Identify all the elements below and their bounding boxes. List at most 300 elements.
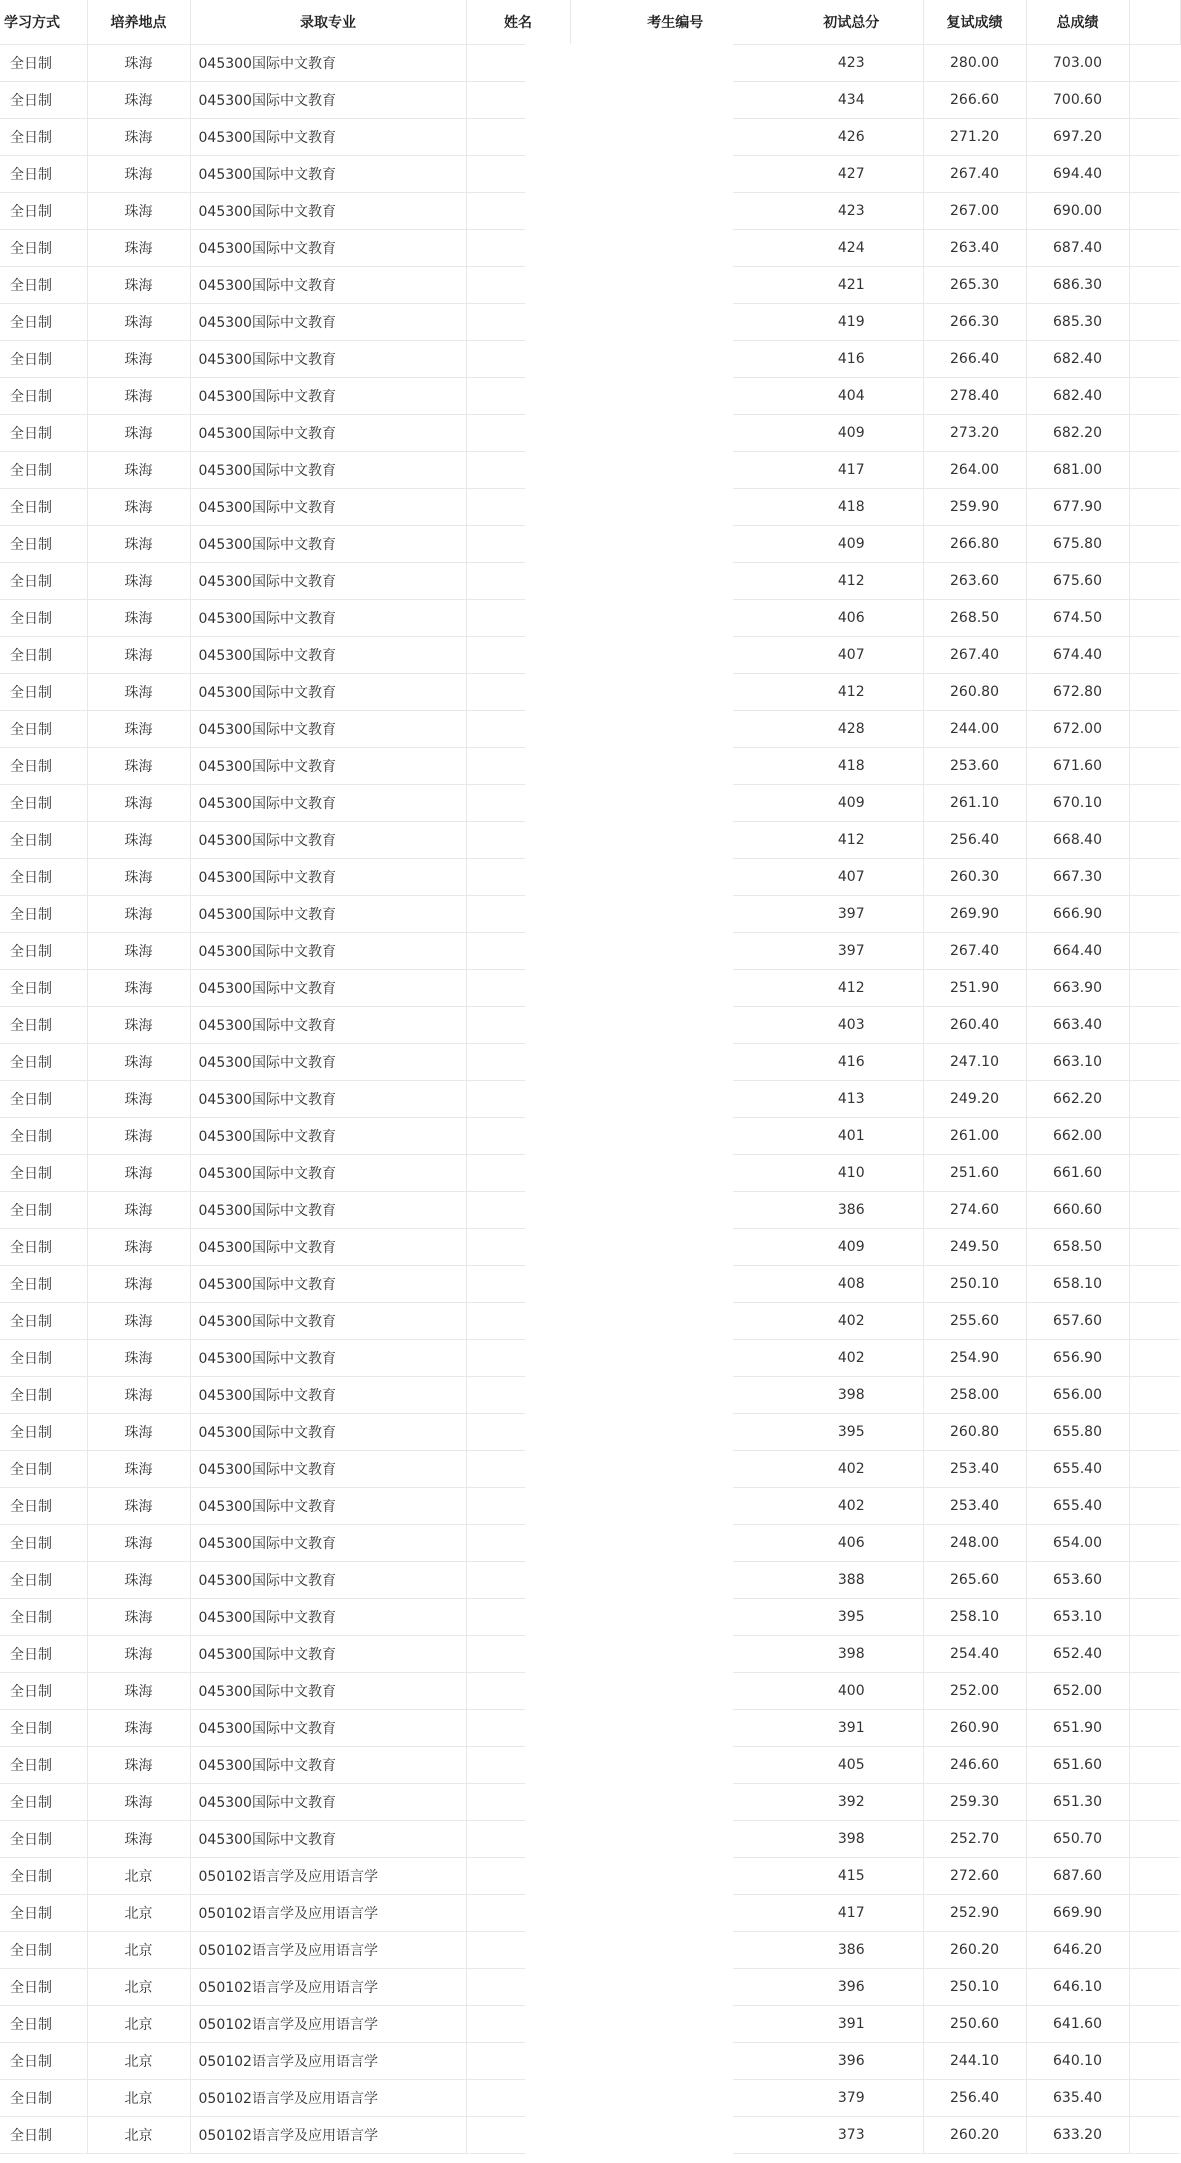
cell-blank	[1129, 341, 1180, 378]
cell-major: 045300国际中文教育	[190, 1599, 466, 1636]
cell-retest-score: 244.10	[923, 2043, 1026, 2080]
cell-location: 珠海	[87, 304, 190, 341]
cell-total-score: 662.20	[1026, 1081, 1129, 1118]
cell-total-score: 671.60	[1026, 748, 1129, 785]
cell-location: 珠海	[87, 1266, 190, 1303]
cell-mode: 全日制	[0, 785, 87, 822]
cell-prelim-score: 416	[780, 1044, 923, 1081]
cell-blank	[1129, 489, 1180, 526]
cell-mode: 全日制	[0, 1562, 87, 1599]
cell-blank	[1129, 1599, 1180, 1636]
cell-retest-score: 258.10	[923, 1599, 1026, 1636]
cell-prelim-score: 396	[780, 2043, 923, 2080]
cell-blank	[1129, 933, 1180, 970]
cell-prelim-score: 395	[780, 1414, 923, 1451]
cell-major: 045300国际中文教育	[190, 1266, 466, 1303]
cell-total-score: 655.40	[1026, 1451, 1129, 1488]
cell-retest-score: 266.30	[923, 304, 1026, 341]
cell-mode: 全日制	[0, 1969, 87, 2006]
cell-blank	[1129, 45, 1180, 82]
cell-major: 050102语言学及应用语言学	[190, 2080, 466, 2117]
cell-blank	[1129, 156, 1180, 193]
cell-mode: 全日制	[0, 1266, 87, 1303]
header-blank	[1129, 0, 1180, 45]
cell-total-score: 682.20	[1026, 415, 1129, 452]
cell-location: 珠海	[87, 526, 190, 563]
cell-location: 珠海	[87, 1673, 190, 1710]
cell-mode: 全日制	[0, 45, 87, 82]
cell-location: 珠海	[87, 1118, 190, 1155]
cell-prelim-score: 373	[780, 2117, 923, 2154]
cell-total-score: 681.00	[1026, 452, 1129, 489]
cell-blank	[1129, 1747, 1180, 1784]
cell-mode: 全日制	[0, 933, 87, 970]
cell-prelim-score: 415	[780, 1858, 923, 1895]
cell-location: 珠海	[87, 267, 190, 304]
cell-retest-score: 254.90	[923, 1340, 1026, 1377]
cell-blank	[1129, 1451, 1180, 1488]
cell-prelim-score: 407	[780, 859, 923, 896]
cell-prelim-score: 402	[780, 1340, 923, 1377]
cell-retest-score: 260.40	[923, 1007, 1026, 1044]
cell-total-score: 703.00	[1026, 45, 1129, 82]
cell-location: 珠海	[87, 1562, 190, 1599]
cell-prelim-score: 402	[780, 1451, 923, 1488]
cell-prelim-score: 398	[780, 1636, 923, 1673]
cell-location: 珠海	[87, 1155, 190, 1192]
header-retest-score: 复试成绩	[923, 0, 1026, 45]
cell-blank	[1129, 674, 1180, 711]
cell-mode: 全日制	[0, 1155, 87, 1192]
cell-prelim-score: 408	[780, 1266, 923, 1303]
cell-location: 珠海	[87, 1451, 190, 1488]
cell-total-score: 653.10	[1026, 1599, 1129, 1636]
cell-location: 珠海	[87, 933, 190, 970]
cell-major: 045300国际中文教育	[190, 674, 466, 711]
cell-total-score: 675.80	[1026, 526, 1129, 563]
cell-location: 珠海	[87, 1192, 190, 1229]
cell-retest-score: 266.60	[923, 82, 1026, 119]
cell-retest-score: 269.90	[923, 896, 1026, 933]
cell-blank	[1129, 1229, 1180, 1266]
cell-major: 045300国际中文教育	[190, 637, 466, 674]
cell-location: 珠海	[87, 1229, 190, 1266]
cell-location: 北京	[87, 2043, 190, 2080]
cell-mode: 全日制	[0, 82, 87, 119]
cell-major: 050102语言学及应用语言学	[190, 1932, 466, 1969]
cell-major: 045300国际中文教育	[190, 378, 466, 415]
cell-mode: 全日制	[0, 970, 87, 1007]
cell-location: 珠海	[87, 1710, 190, 1747]
cell-blank	[1129, 2080, 1180, 2117]
cell-location: 珠海	[87, 1747, 190, 1784]
cell-total-score: 660.60	[1026, 1192, 1129, 1229]
cell-major: 045300国际中文教育	[190, 1118, 466, 1155]
cell-mode: 全日制	[0, 1932, 87, 1969]
cell-retest-score: 260.20	[923, 1932, 1026, 1969]
cell-major: 045300国际中文教育	[190, 1155, 466, 1192]
cell-total-score: 690.00	[1026, 193, 1129, 230]
cell-total-score: 641.60	[1026, 2006, 1129, 2043]
cell-prelim-score: 413	[780, 1081, 923, 1118]
cell-total-score: 687.40	[1026, 230, 1129, 267]
cell-location: 珠海	[87, 378, 190, 415]
cell-total-score: 668.40	[1026, 822, 1129, 859]
cell-retest-score: 252.70	[923, 1821, 1026, 1858]
cell-major: 045300国际中文教育	[190, 1747, 466, 1784]
cell-mode: 全日制	[0, 896, 87, 933]
cell-blank	[1129, 859, 1180, 896]
cell-mode: 全日制	[0, 2117, 87, 2154]
header-major: 录取专业	[190, 0, 466, 45]
cell-prelim-score: 386	[780, 1932, 923, 1969]
cell-location: 北京	[87, 1969, 190, 2006]
cell-blank	[1129, 1414, 1180, 1451]
cell-mode: 全日制	[0, 304, 87, 341]
cell-retest-score: 266.40	[923, 341, 1026, 378]
cell-total-score: 670.10	[1026, 785, 1129, 822]
cell-mode: 全日制	[0, 1636, 87, 1673]
cell-total-score: 675.60	[1026, 563, 1129, 600]
cell-total-score: 667.30	[1026, 859, 1129, 896]
cell-location: 珠海	[87, 563, 190, 600]
cell-prelim-score: 398	[780, 1377, 923, 1414]
cell-retest-score: 265.60	[923, 1562, 1026, 1599]
cell-mode: 全日制	[0, 378, 87, 415]
cell-location: 北京	[87, 2080, 190, 2117]
cell-mode: 全日制	[0, 119, 87, 156]
cell-mode: 全日制	[0, 1192, 87, 1229]
cell-major: 050102语言学及应用语言学	[190, 2117, 466, 2154]
cell-major: 045300国际中文教育	[190, 1007, 466, 1044]
cell-blank	[1129, 970, 1180, 1007]
cell-total-score: 674.50	[1026, 600, 1129, 637]
cell-blank	[1129, 563, 1180, 600]
cell-major: 045300国际中文教育	[190, 45, 466, 82]
cell-prelim-score: 412	[780, 970, 923, 1007]
cell-location: 珠海	[87, 748, 190, 785]
cell-prelim-score: 409	[780, 785, 923, 822]
cell-location: 珠海	[87, 637, 190, 674]
cell-major: 045300国际中文教育	[190, 933, 466, 970]
cell-retest-score: 249.20	[923, 1081, 1026, 1118]
cell-blank	[1129, 1081, 1180, 1118]
cell-mode: 全日制	[0, 600, 87, 637]
cell-retest-score: 249.50	[923, 1229, 1026, 1266]
cell-major: 045300国际中文教育	[190, 489, 466, 526]
cell-blank	[1129, 193, 1180, 230]
cell-mode: 全日制	[0, 1303, 87, 1340]
cell-location: 珠海	[87, 970, 190, 1007]
cell-retest-score: 264.00	[923, 452, 1026, 489]
cell-retest-score: 248.00	[923, 1525, 1026, 1562]
cell-retest-score: 274.60	[923, 1192, 1026, 1229]
cell-mode: 全日制	[0, 230, 87, 267]
cell-mode: 全日制	[0, 1081, 87, 1118]
cell-total-score: 646.20	[1026, 1932, 1129, 1969]
cell-blank	[1129, 2006, 1180, 2043]
cell-retest-score: 263.40	[923, 230, 1026, 267]
cell-retest-score: 260.20	[923, 2117, 1026, 2154]
cell-major: 045300国际中文教育	[190, 1044, 466, 1081]
cell-prelim-score: 406	[780, 1525, 923, 1562]
cell-total-score: 653.60	[1026, 1562, 1129, 1599]
cell-blank	[1129, 711, 1180, 748]
cell-retest-score: 255.60	[923, 1303, 1026, 1340]
cell-total-score: 652.00	[1026, 1673, 1129, 1710]
cell-total-score: 685.30	[1026, 304, 1129, 341]
cell-major: 045300国际中文教育	[190, 785, 466, 822]
cell-total-score: 633.20	[1026, 2117, 1129, 2154]
cell-prelim-score: 406	[780, 600, 923, 637]
cell-total-score: 654.00	[1026, 1525, 1129, 1562]
cell-major: 045300国际中文教育	[190, 1303, 466, 1340]
cell-retest-score: 267.00	[923, 193, 1026, 230]
cell-mode: 全日制	[0, 1044, 87, 1081]
cell-mode: 全日制	[0, 1599, 87, 1636]
cell-mode: 全日制	[0, 1007, 87, 1044]
cell-total-score: 656.90	[1026, 1340, 1129, 1377]
cell-major: 045300国际中文教育	[190, 230, 466, 267]
cell-total-score: 646.10	[1026, 1969, 1129, 2006]
cell-total-score: 662.00	[1026, 1118, 1129, 1155]
cell-retest-score: 272.60	[923, 1858, 1026, 1895]
cell-location: 珠海	[87, 1599, 190, 1636]
cell-total-score: 697.20	[1026, 119, 1129, 156]
header-name: 姓名	[466, 0, 570, 45]
cell-blank	[1129, 2117, 1180, 2154]
cell-retest-score: 273.20	[923, 415, 1026, 452]
cell-mode: 全日制	[0, 2043, 87, 2080]
cell-major: 045300国际中文教育	[190, 1340, 466, 1377]
cell-prelim-score: 426	[780, 119, 923, 156]
cell-location: 珠海	[87, 1007, 190, 1044]
cell-total-score: 687.60	[1026, 1858, 1129, 1895]
cell-location: 北京	[87, 1895, 190, 1932]
header-prelim-score: 初试总分	[780, 0, 923, 45]
cell-blank	[1129, 1525, 1180, 1562]
cell-retest-score: 259.90	[923, 489, 1026, 526]
cell-location: 北京	[87, 2117, 190, 2154]
cell-major: 045300国际中文教育	[190, 1192, 466, 1229]
cell-major: 045300国际中文教育	[190, 748, 466, 785]
cell-prelim-score: 421	[780, 267, 923, 304]
cell-total-score: 652.40	[1026, 1636, 1129, 1673]
cell-major: 045300国际中文教育	[190, 600, 466, 637]
cell-mode: 全日制	[0, 1673, 87, 1710]
cell-blank	[1129, 1821, 1180, 1858]
cell-prelim-score: 412	[780, 674, 923, 711]
cell-retest-score: 250.10	[923, 1969, 1026, 2006]
cell-retest-score: 253.40	[923, 1451, 1026, 1488]
cell-retest-score: 267.40	[923, 933, 1026, 970]
cell-major: 045300国际中文教育	[190, 1636, 466, 1673]
cell-major: 045300国际中文教育	[190, 1710, 466, 1747]
cell-location: 珠海	[87, 600, 190, 637]
cell-total-score: 651.90	[1026, 1710, 1129, 1747]
cell-mode: 全日制	[0, 822, 87, 859]
cell-location: 珠海	[87, 119, 190, 156]
cell-major: 045300国际中文教育	[190, 341, 466, 378]
cell-location: 珠海	[87, 1784, 190, 1821]
cell-location: 珠海	[87, 193, 190, 230]
cell-blank	[1129, 1858, 1180, 1895]
cell-location: 珠海	[87, 1303, 190, 1340]
cell-retest-score: 251.60	[923, 1155, 1026, 1192]
cell-prelim-score: 401	[780, 1118, 923, 1155]
cell-total-score: 658.10	[1026, 1266, 1129, 1303]
cell-retest-score: 267.40	[923, 637, 1026, 674]
cell-retest-score: 246.60	[923, 1747, 1026, 1784]
cell-total-score: 700.60	[1026, 82, 1129, 119]
cell-prelim-score: 409	[780, 415, 923, 452]
cell-blank	[1129, 785, 1180, 822]
cell-location: 珠海	[87, 711, 190, 748]
cell-major: 045300国际中文教育	[190, 1673, 466, 1710]
cell-total-score: 650.70	[1026, 1821, 1129, 1858]
cell-blank	[1129, 1118, 1180, 1155]
header-candidate-id: 考生编号	[570, 0, 780, 45]
cell-prelim-score: 392	[780, 1784, 923, 1821]
cell-location: 珠海	[87, 1414, 190, 1451]
cell-prelim-score: 404	[780, 378, 923, 415]
cell-retest-score: 278.40	[923, 378, 1026, 415]
cell-total-score: 656.00	[1026, 1377, 1129, 1414]
cell-major: 045300国际中文教育	[190, 1377, 466, 1414]
cell-retest-score: 254.40	[923, 1636, 1026, 1673]
table-header-row	[0, 0, 1180, 45]
cell-mode: 全日制	[0, 415, 87, 452]
cell-location: 珠海	[87, 156, 190, 193]
cell-major: 045300国际中文教育	[190, 1525, 466, 1562]
cell-blank	[1129, 526, 1180, 563]
cell-prelim-score: 423	[780, 193, 923, 230]
cell-total-score: 657.60	[1026, 1303, 1129, 1340]
cell-location: 珠海	[87, 341, 190, 378]
cell-retest-score: 263.60	[923, 563, 1026, 600]
cell-mode: 全日制	[0, 526, 87, 563]
cell-retest-score: 260.80	[923, 674, 1026, 711]
cell-retest-score: 253.60	[923, 748, 1026, 785]
cell-total-score: 677.90	[1026, 489, 1129, 526]
cell-blank	[1129, 1044, 1180, 1081]
cell-retest-score: 261.00	[923, 1118, 1026, 1155]
cell-mode: 全日制	[0, 1858, 87, 1895]
cell-prelim-score: 398	[780, 1821, 923, 1858]
cell-blank	[1129, 1007, 1180, 1044]
header-location: 培养地点	[87, 0, 190, 45]
cell-retest-score: 250.60	[923, 2006, 1026, 2043]
cell-retest-score: 260.90	[923, 1710, 1026, 1747]
cell-blank	[1129, 1969, 1180, 2006]
cell-retest-score: 265.30	[923, 267, 1026, 304]
cell-total-score: 666.90	[1026, 896, 1129, 933]
cell-blank	[1129, 2043, 1180, 2080]
cell-mode: 全日制	[0, 1710, 87, 1747]
cell-retest-score: 252.90	[923, 1895, 1026, 1932]
cell-retest-score: 244.00	[923, 711, 1026, 748]
cell-prelim-score: 409	[780, 1229, 923, 1266]
cell-blank	[1129, 1784, 1180, 1821]
cell-mode: 全日制	[0, 1377, 87, 1414]
cell-mode: 全日制	[0, 674, 87, 711]
cell-major: 045300国际中文教育	[190, 119, 466, 156]
cell-prelim-score: 391	[780, 2006, 923, 2043]
cell-mode: 全日制	[0, 1229, 87, 1266]
cell-location: 珠海	[87, 896, 190, 933]
cell-prelim-score: 419	[780, 304, 923, 341]
cell-retest-score: 261.10	[923, 785, 1026, 822]
cell-blank	[1129, 600, 1180, 637]
cell-location: 珠海	[87, 822, 190, 859]
cell-prelim-score: 391	[780, 1710, 923, 1747]
cell-major: 050102语言学及应用语言学	[190, 1969, 466, 2006]
cell-location: 珠海	[87, 1340, 190, 1377]
cell-prelim-score: 412	[780, 563, 923, 600]
cell-total-score: 655.80	[1026, 1414, 1129, 1451]
cell-mode: 全日制	[0, 748, 87, 785]
cell-mode: 全日制	[0, 156, 87, 193]
cell-location: 珠海	[87, 230, 190, 267]
cell-major: 045300国际中文教育	[190, 1451, 466, 1488]
header-total-score: 总成绩	[1026, 0, 1129, 45]
cell-major: 045300国际中文教育	[190, 859, 466, 896]
cell-retest-score: 268.50	[923, 600, 1026, 637]
cell-mode: 全日制	[0, 1414, 87, 1451]
cell-mode: 全日制	[0, 2006, 87, 2043]
cell-location: 珠海	[87, 1044, 190, 1081]
cell-major: 045300国际中文教育	[190, 563, 466, 600]
cell-total-score: 672.80	[1026, 674, 1129, 711]
cell-major: 050102语言学及应用语言学	[190, 2006, 466, 2043]
cell-major: 045300国际中文教育	[190, 193, 466, 230]
cell-mode: 全日制	[0, 563, 87, 600]
cell-major: 045300国际中文教育	[190, 1562, 466, 1599]
cell-prelim-score: 417	[780, 452, 923, 489]
cell-location: 珠海	[87, 674, 190, 711]
cell-mode: 全日制	[0, 267, 87, 304]
cell-location: 珠海	[87, 1821, 190, 1858]
cell-total-score: 651.60	[1026, 1747, 1129, 1784]
cell-blank	[1129, 896, 1180, 933]
cell-retest-score: 260.80	[923, 1414, 1026, 1451]
cell-total-score: 663.40	[1026, 1007, 1129, 1044]
cell-prelim-score: 407	[780, 637, 923, 674]
cell-blank	[1129, 415, 1180, 452]
cell-blank	[1129, 822, 1180, 859]
cell-blank	[1129, 1340, 1180, 1377]
cell-major: 045300国际中文教育	[190, 526, 466, 563]
cell-major: 045300国际中文教育	[190, 711, 466, 748]
cell-retest-score: 256.40	[923, 2080, 1026, 2117]
cell-prelim-score: 405	[780, 1747, 923, 1784]
cell-prelim-score: 395	[780, 1599, 923, 1636]
cell-retest-score: 266.80	[923, 526, 1026, 563]
cell-mode: 全日制	[0, 1747, 87, 1784]
cell-mode: 全日制	[0, 1895, 87, 1932]
cell-blank	[1129, 1932, 1180, 1969]
cell-prelim-score: 397	[780, 896, 923, 933]
cell-major: 045300国际中文教育	[190, 1821, 466, 1858]
cell-total-score: 664.40	[1026, 933, 1129, 970]
cell-retest-score: 256.40	[923, 822, 1026, 859]
cell-major: 045300国际中文教育	[190, 896, 466, 933]
cell-total-score: 686.30	[1026, 267, 1129, 304]
cell-retest-score: 260.30	[923, 859, 1026, 896]
cell-retest-score: 251.90	[923, 970, 1026, 1007]
cell-mode: 全日制	[0, 1488, 87, 1525]
cell-major: 045300国际中文教育	[190, 1081, 466, 1118]
